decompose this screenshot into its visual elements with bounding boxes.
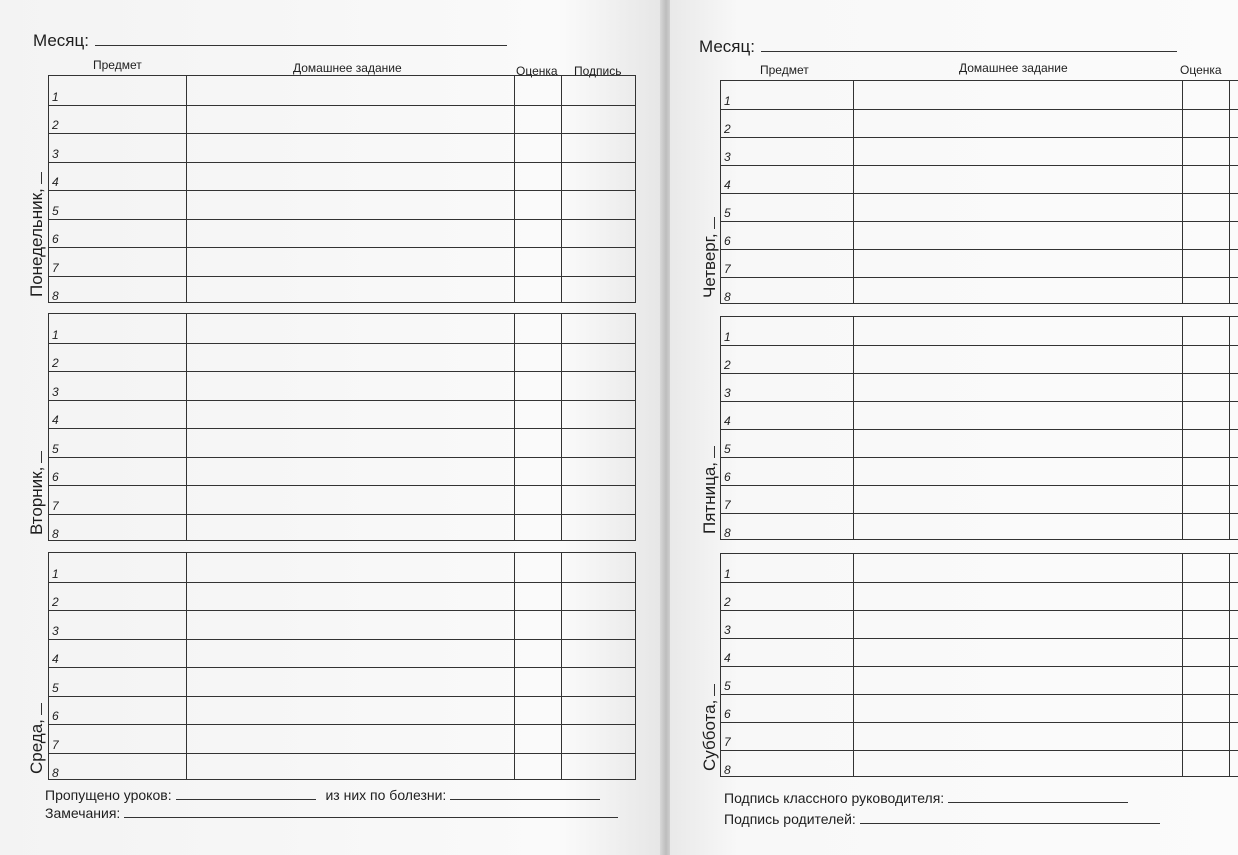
lesson-row[interactable] — [721, 373, 1238, 401]
lesson-row[interactable] — [49, 162, 635, 191]
lesson-number: 7 — [724, 262, 731, 276]
lesson-row[interactable] — [49, 105, 635, 134]
lesson-row[interactable] — [721, 277, 1238, 305]
day-label-text: Четверг, — [700, 233, 719, 298]
month-input-line[interactable] — [761, 37, 1177, 52]
lesson-number: 5 — [52, 203, 59, 218]
lesson-row[interactable] — [49, 639, 635, 668]
lesson-row[interactable] — [721, 485, 1238, 513]
lesson-row[interactable] — [721, 81, 1238, 109]
day-date-line[interactable] — [29, 172, 42, 184]
lesson-number: 4 — [724, 651, 731, 665]
lesson-row[interactable] — [721, 193, 1238, 221]
lesson-number: 6 — [724, 234, 731, 248]
lesson-number: 7 — [52, 260, 59, 275]
lesson-row[interactable] — [49, 400, 635, 429]
day-date-line[interactable] — [702, 217, 715, 229]
lesson-row[interactable] — [721, 554, 1238, 582]
lesson-number: 1 — [52, 566, 59, 581]
header-homework: Домашнее задание — [293, 61, 402, 75]
lesson-row[interactable] — [49, 753, 635, 782]
missed-lessons-field — [45, 787, 600, 803]
remarks-label: Замечания: — [45, 805, 121, 821]
day-table — [720, 316, 1238, 540]
remarks-field — [45, 805, 618, 821]
lesson-number: 3 — [52, 384, 59, 399]
parents-signature-label: Подпись родителей: — [724, 811, 856, 827]
lesson-number: 1 — [52, 89, 59, 104]
lesson-row[interactable] — [49, 276, 635, 305]
day-label — [700, 217, 720, 298]
lesson-number: 5 — [724, 442, 731, 456]
lesson-number: 8 — [724, 526, 731, 540]
lesson-number: 6 — [52, 709, 59, 723]
lesson-number: 2 — [52, 356, 59, 370]
lesson-row[interactable] — [49, 343, 635, 372]
lesson-number: 3 — [724, 623, 731, 637]
lesson-number: 5 — [724, 206, 731, 220]
day-label-text: Среда, — [27, 719, 46, 774]
missed-lessons-label: Пропущено уроков: — [45, 787, 172, 803]
lesson-row[interactable] — [49, 696, 635, 725]
day-date-line[interactable] — [702, 446, 715, 458]
lesson-row[interactable] — [49, 514, 635, 543]
lesson-number: 2 — [724, 595, 731, 609]
lesson-row[interactable] — [721, 638, 1238, 666]
lesson-number: 6 — [52, 232, 59, 246]
lesson-number: 8 — [724, 763, 731, 777]
lesson-number: 7 — [724, 735, 731, 749]
lesson-row[interactable] — [721, 750, 1238, 778]
header-homework: Домашнее задание — [959, 61, 1068, 75]
teacher-signature-field — [724, 790, 1128, 806]
day-label-text: Суббота, — [700, 699, 719, 771]
lesson-row[interactable] — [721, 221, 1238, 249]
lesson-row[interactable] — [721, 401, 1238, 429]
lesson-row[interactable] — [721, 137, 1238, 165]
lesson-number: 6 — [52, 470, 59, 484]
header-grade: Оценка — [1180, 63, 1222, 77]
lesson-row[interactable] — [49, 190, 635, 219]
lesson-row[interactable] — [721, 610, 1238, 638]
lesson-number: 4 — [724, 178, 731, 192]
day-table — [48, 552, 636, 780]
lesson-row[interactable] — [721, 722, 1238, 750]
lesson-number: 3 — [52, 623, 59, 638]
lesson-number: 1 — [52, 327, 59, 342]
day-label-text: Пятница, — [700, 461, 719, 534]
month-field — [699, 37, 1177, 57]
lesson-number: 5 — [724, 679, 731, 693]
lesson-row[interactable] — [49, 219, 635, 248]
lesson-number: 1 — [724, 94, 731, 108]
lesson-number: 4 — [52, 652, 59, 666]
illness-input-line[interactable] — [450, 787, 600, 800]
right-page — [670, 0, 1238, 855]
header-grade: Оценка — [516, 64, 558, 78]
day-label — [700, 446, 720, 534]
month-label: Месяц: — [699, 37, 755, 56]
lesson-number: 2 — [724, 122, 731, 136]
lesson-number: 1 — [724, 330, 731, 344]
teacher-signature-label: Подпись классного руководителя: — [724, 790, 945, 806]
header-signature: Подпись — [574, 64, 622, 78]
day-label-text: Понедельник, — [27, 188, 46, 297]
lesson-number: 7 — [52, 737, 59, 752]
header-subject: Предмет — [760, 63, 809, 77]
lesson-row[interactable] — [49, 76, 635, 105]
lesson-row[interactable] — [721, 165, 1238, 193]
lesson-row[interactable] — [721, 317, 1238, 345]
lesson-row[interactable] — [49, 610, 635, 639]
lesson-row[interactable] — [721, 109, 1238, 137]
teacher-signature-line[interactable] — [948, 790, 1128, 803]
lesson-number: 2 — [724, 358, 731, 372]
lesson-row[interactable] — [721, 513, 1238, 541]
day-label — [27, 703, 47, 774]
day-date-line[interactable] — [702, 684, 715, 696]
missed-lessons-input-line[interactable] — [176, 787, 316, 800]
day-label — [27, 172, 47, 297]
lesson-row[interactable] — [49, 582, 635, 611]
month-input-line[interactable] — [95, 31, 507, 46]
lesson-number: 1 — [724, 567, 731, 581]
day-label — [700, 684, 720, 771]
lesson-row[interactable] — [721, 457, 1238, 485]
lesson-number: 4 — [52, 413, 59, 427]
day-label-text: Вторник, — [27, 466, 46, 535]
header-subject: Предмет — [93, 58, 142, 72]
lesson-number: 8 — [52, 527, 59, 541]
lesson-row[interactable] — [49, 667, 635, 696]
lesson-number: 2 — [52, 118, 59, 132]
lesson-number: 3 — [724, 386, 731, 400]
illness-label: из них по болезни: — [325, 787, 447, 803]
lesson-number: 7 — [52, 498, 59, 513]
lesson-row[interactable] — [721, 249, 1238, 277]
lesson-number: 4 — [724, 414, 731, 428]
lesson-number: 5 — [52, 441, 59, 456]
lesson-row[interactable] — [49, 247, 635, 276]
lesson-row[interactable] — [721, 345, 1238, 373]
day-date-line[interactable] — [29, 703, 42, 715]
lesson-row[interactable] — [49, 371, 635, 400]
lesson-row[interactable] — [721, 582, 1238, 610]
day-table — [48, 75, 636, 303]
lesson-number: 8 — [52, 766, 59, 780]
lesson-number: 6 — [724, 707, 731, 721]
lesson-number: 3 — [52, 146, 59, 161]
day-table — [48, 313, 636, 541]
lesson-number: 3 — [724, 150, 731, 164]
lesson-number: 2 — [52, 595, 59, 609]
month-label: Месяц: — [33, 31, 89, 50]
day-date-line[interactable] — [29, 451, 42, 463]
lesson-row[interactable] — [49, 553, 635, 582]
lesson-row[interactable] — [49, 133, 635, 162]
lesson-number: 6 — [724, 470, 731, 484]
month-field — [33, 31, 507, 51]
lesson-number: 5 — [52, 680, 59, 695]
day-table — [720, 80, 1238, 304]
lesson-row[interactable] — [721, 666, 1238, 694]
lesson-row[interactable] — [49, 428, 635, 457]
day-table — [720, 553, 1238, 777]
lesson-row[interactable] — [49, 457, 635, 486]
day-label — [27, 451, 47, 535]
parents-signature-field — [724, 811, 1160, 827]
remarks-input-line[interactable] — [124, 805, 618, 818]
lesson-row[interactable] — [49, 724, 635, 753]
lesson-row[interactable] — [721, 429, 1238, 457]
lesson-number: 4 — [52, 175, 59, 189]
lesson-row[interactable] — [49, 485, 635, 514]
lesson-number: 7 — [724, 498, 731, 512]
lesson-row[interactable] — [721, 694, 1238, 722]
lesson-number: 8 — [724, 290, 731, 304]
lesson-number: 8 — [52, 289, 59, 303]
lesson-row[interactable] — [49, 314, 635, 343]
parents-signature-line[interactable] — [860, 811, 1160, 824]
